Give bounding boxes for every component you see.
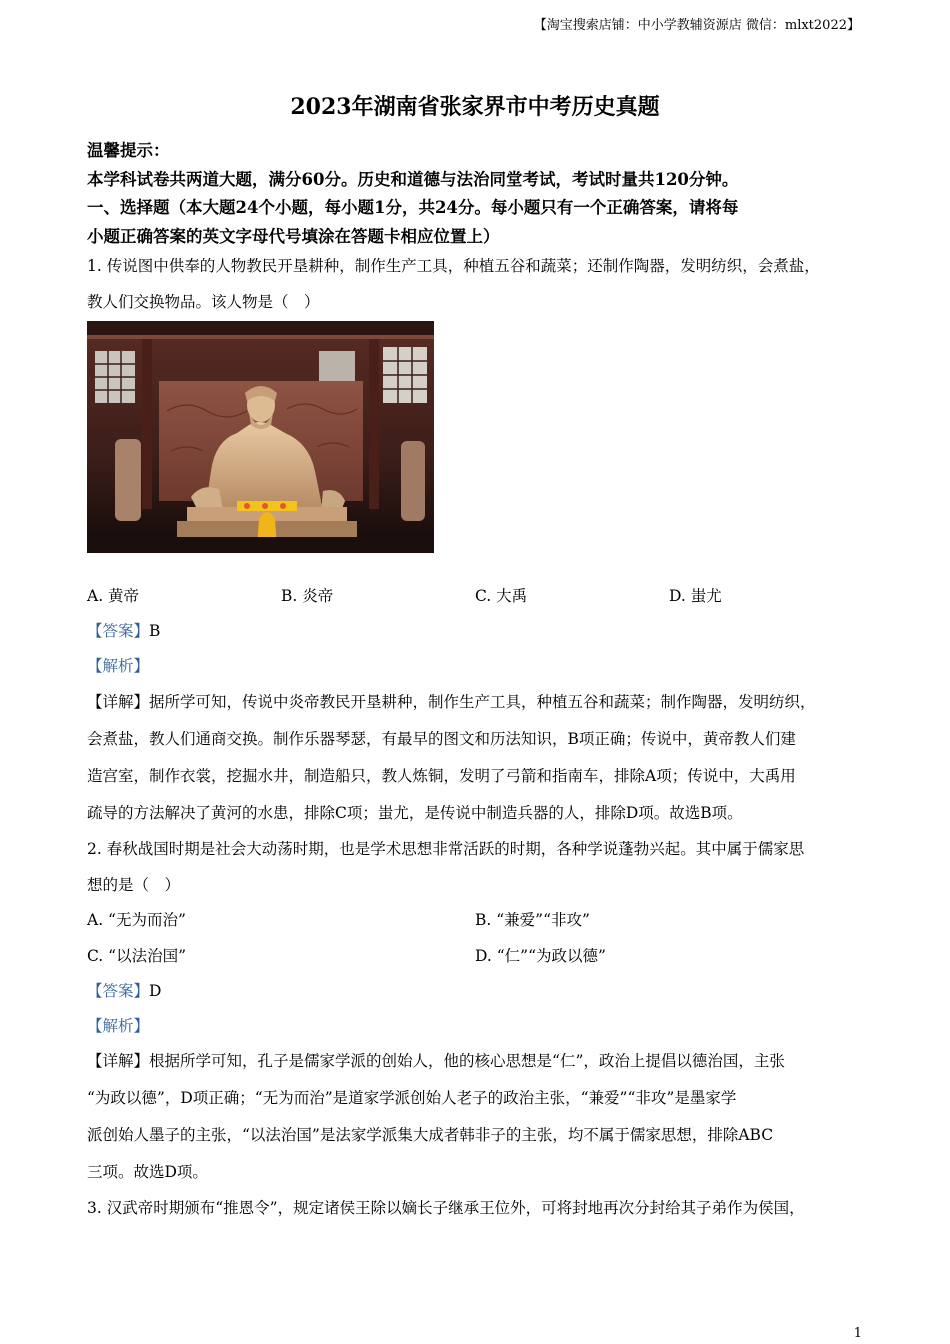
tip-text: 本学科试卷共两道大题，满分60分。历史和道德与法治同堂考试，考试时量共120分钟。 bbox=[87, 170, 739, 189]
q2-detail-line4: 三项。故选D项。 bbox=[87, 1163, 208, 1181]
page-header: 【淘宝搜索店铺：中小学教辅资源店 微信：mlxt2022】 bbox=[533, 18, 860, 33]
q2-option-c: C. “以法治国” bbox=[87, 947, 187, 965]
q1-detail-line3: 造宫室，制作衣裳，挖掘水井，制造船只，教人炼铜，发明了弓箭和指南车，排除A项；传说中，大禹用 bbox=[87, 767, 796, 785]
q2-option-b: B. “兼爱”“非攻” bbox=[475, 911, 590, 929]
section-heading-line1: 一、选择题（本大题24个小题，每小题1分，共24分。每小题只有一个正确答案，请将每 bbox=[87, 198, 739, 217]
q1-answer bbox=[87, 619, 160, 641]
q2-detail-line3: 派创始人墨子的主张，“以法治国”是法家学派集大成者韩非子的主张，均不属于儒家思想，排除ABC bbox=[87, 1126, 774, 1144]
q1-detail-line1 bbox=[87, 690, 816, 712]
section-heading-line2: 小题正确答案的英文字母代号填涂在答题卡相应位置上） bbox=[87, 227, 500, 246]
q2-answer bbox=[87, 979, 161, 1001]
q3-stem-line1: 3. 汉武帝时期颁布“推恩令”，规定诸侯王除以嫡长子继承王位外，可将封地再次分封给其子弟作为侯国， bbox=[87, 1199, 805, 1217]
answer-value: D bbox=[149, 982, 162, 1000]
page-title: 2023年湖南省张家界市中考历史真题 bbox=[290, 94, 660, 120]
detail-label: 【详解】 bbox=[87, 693, 150, 711]
q1-detail-line4: 疏导的方法解决了黄河的水患，排除C项；蚩尤，是传说中制造兵器的人，排除D项。故选B项。 bbox=[87, 804, 743, 822]
q1-option-c: C. 大禹 bbox=[475, 587, 528, 605]
q2-stem-line2: 想的是（ ） bbox=[87, 876, 181, 894]
q1-option-a: A. 黄帝 bbox=[87, 587, 140, 605]
q2-option-a: A. “无为而治” bbox=[87, 911, 186, 929]
detail-label: 【详解】 bbox=[87, 1052, 150, 1070]
q1-stem-line1: 1. 传说图中供奉的人物教民开垦耕种，制作生产工具，种植五谷和蔬菜；还制作陶器，发明纺织，会煮盐， bbox=[87, 257, 820, 275]
answer-value: B bbox=[149, 622, 161, 640]
q2-stem-line1: 2. 春秋战国时期是社会大动荡时期，也是学术思想非常活跃的时期，各种学说蓬勃兴起。其中属于儒家思 bbox=[87, 840, 805, 858]
q2-option-d: D. “仁”“为政以德” bbox=[475, 947, 606, 965]
q2-detail-line1 bbox=[87, 1049, 785, 1071]
tip-label: 温馨提示： bbox=[87, 141, 170, 160]
q1-option-b: B. 炎帝 bbox=[281, 587, 334, 605]
answer-label: 【答案】 bbox=[87, 622, 150, 640]
q2-detail-line2: “为政以德”，D项正确；“无为而治”是道家学派创始人老子的政治主张，“兼爱”“非攻”是墨家学 bbox=[87, 1089, 737, 1107]
q1-analysis-label: 【解析】 bbox=[87, 657, 150, 675]
detail-text: 根据所学可知，孔子是儒家学派的创始人，他的核心思想是“仁”，政治上提倡以德治国，主张 bbox=[149, 1052, 785, 1070]
q1-statue-photo bbox=[87, 321, 434, 553]
q1-option-d: D. 蚩尤 bbox=[669, 587, 722, 605]
detail-text: 据所学可知，传说中炎帝教民开垦耕种，制作生产工具，种植五谷和蔬菜；制作陶器，发明纺织， bbox=[149, 693, 816, 711]
answer-label: 【答案】 bbox=[87, 982, 150, 1000]
q1-stem-line2: 教人们交换物品。该人物是（ ） bbox=[87, 293, 320, 311]
q2-analysis-label: 【解析】 bbox=[87, 1017, 150, 1035]
q1-detail-line2: 会煮盐，教人们通商交换。制作乐器琴瑟，有最早的图文和历法知识，B项正确；传说中，黄帝教人们建 bbox=[87, 730, 796, 748]
page-number: 1 bbox=[853, 1326, 862, 1341]
